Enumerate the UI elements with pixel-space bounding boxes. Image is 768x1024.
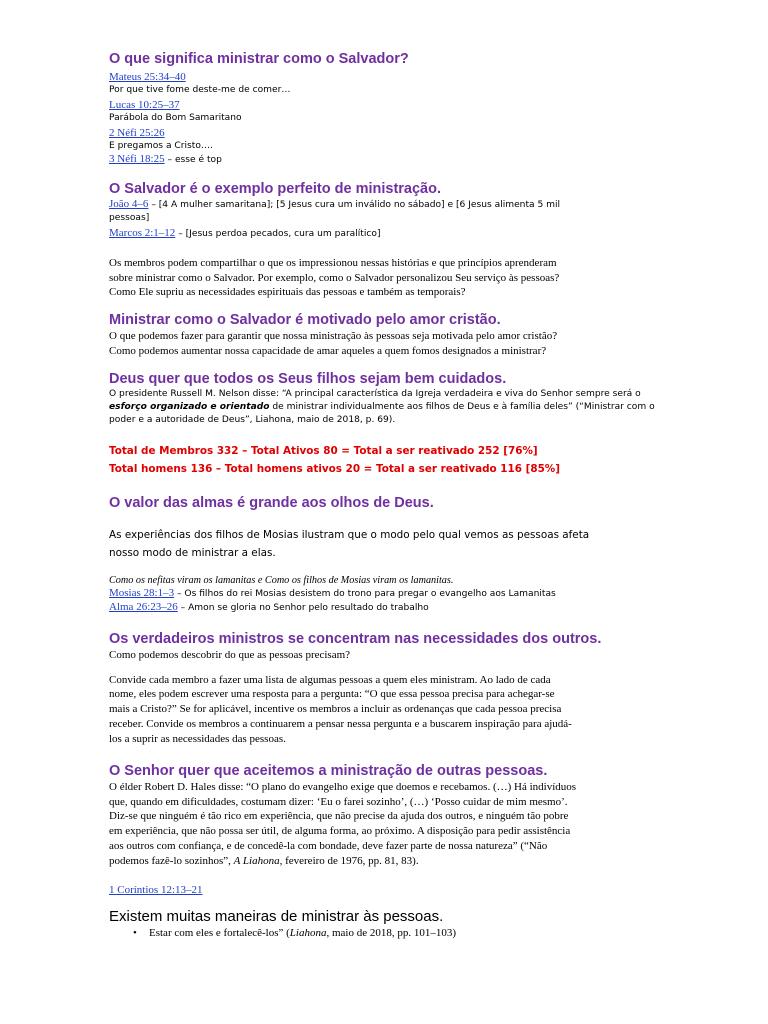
scripture-link-lucas[interactable]: Lucas 10:25–37 [109,99,180,111]
scripture-link-3-nefi[interactable]: 3 Néfi 18:25 [109,153,165,165]
quote-line: fevereiro de 1976, pp. 81, 83). [282,854,419,867]
scripture-note: Por que tive fome deste-me de comer… [109,85,291,95]
quote-line: que, quando em dificuldades, costumam dizer: ‘Eu o farei sozinho’, (…) ‘Posso cuidar de mim mesmo’. [109,795,568,808]
section-valor-almas [109,494,669,615]
paragraph-line: Os membros podem compartilhar o que os impressionou nessas histórias e que princípios aprenderam [109,257,557,269]
section-heading: O Salvador é o exemplo perfeito de ministração. [109,181,441,197]
paragraph-line: Como Ele supriu as necessidades espirituais das pessoas e também as temporais? [109,286,466,299]
quote-line: O élder Robert D. Hales disse: “O plano do evangelho exige que doemos e recebamos. (…) Há indivíduos [109,781,577,793]
quote-line: podemos fazê-lo sozinhos”, [109,854,234,867]
total-homens: Total homens 136 – Total homens ativos 20 = Total a ser reativado 116 [85%] [109,463,560,475]
section-aceitar-ministracao [109,762,669,897]
section-heading: Deus quer que todos os Seus filhos sejam bem cuidados. [109,371,507,387]
section-maneiras-ministrar [109,908,669,941]
scripture-note: – [4 A mulher samaritana]; [5 Jesus cura um inválido no sábado] e [6 Jesus alimenta 5 mil [148,200,561,210]
quote-line: Diz-se que ninguém é tão rico em experiência, que não precise da ajuda dos outros, e ninguém tão pobre [109,810,569,823]
italic-note: Como os nefitas viram os lamanitas e Como os filhos de Mosias viram os lamanitas. [109,575,454,586]
publication-title: A Liahona, [233,854,283,867]
paragraph-line: sobre ministrar como o Salvador. Por exemplo, como o Salvador personalizou Seu serviço às pessoas? [109,271,560,284]
section-heading: O Senhor quer que aceitemos a ministração de outras pessoas. [109,763,548,779]
section-heading: O valor das almas é grande aos olhos de Deus. [109,495,434,511]
totals-block [109,442,669,478]
paragraph-line: los a suprir as necessidades das pessoas. [109,732,286,745]
scripture-link-mosias[interactable]: Mosias 28:1–3 [109,587,175,599]
quote-line: poder e a autoridade de Deus”, Liahona, maio de 2018, p. 69). [109,415,396,425]
section-amor-cristao [109,311,669,358]
paragraph-reflexao [109,256,669,300]
list-item [109,926,669,941]
section-heading: Existem muitas maneiras de ministrar às pessoas. [109,908,444,925]
section-heading: Ministrar como o Salvador é motivado pelo amor cristão. [109,312,501,328]
section-exemplo-perfeito [109,180,669,241]
quote-line: O presidente Russell M. Nelson disse: “A principal característica da Igreja verdadeira e viva do Senhor sempre será o [109,389,641,399]
scripture-note: – Amon se gloria no Senhor pelo resultado do trabalho [177,603,429,613]
list-item-text: , maio de 2018, pp. 101–103) [326,927,457,939]
scripture-note: pessoas] [109,213,150,223]
scripture-link-alma[interactable]: Alma 26:23–26 [109,601,178,613]
scripture-note: Parábola do Bom Samaritano [109,113,242,123]
paragraph-line: As experiências dos filhos de Mosias ilustram que o modo pelo qual vemos as pessoas afeta [109,529,590,541]
paragraph-line: nosso modo de ministrar a elas. [109,547,276,559]
paragraph-line: nome, eles podem escrever uma resposta para a pergunta: “O que essa pessoa precisa para achegar-se [109,688,555,701]
scripture-link-corintios[interactable]: 1 Coríntios 12:13–21 [109,884,203,897]
section-heading: Os verdadeiros ministros se concentram nas necessidades dos outros. [109,631,602,647]
paragraph-line: Como podemos aumentar nossa capacidade de amar aqueles a quem fomos designados a ministrar? [109,344,547,357]
section-necessidades [109,630,669,746]
scripture-note: E pregamos a Cristo…. [109,141,213,151]
scripture-link-marcos[interactable]: Marcos 2:1–12 [109,227,176,239]
scripture-link-joao[interactable]: João 4–6 [109,198,149,210]
paragraph-line: mais a Cristo?” Se for aplicável, incentive os membros a incluir as ordenanças que cada pessoa precisa [109,703,562,716]
section-bem-cuidados [109,370,669,427]
scripture-link-2-nefi[interactable]: 2 Néfi 25:26 [109,127,165,139]
quote-line: aos outros com confiança, e de concedê-la com bondade, deve fazer parte de nossa natureza” (“Não [109,839,548,852]
paragraph-line: O que podemos fazer para garantir que nossa ministração às pessoas seja motivada pelo amor cristão? [109,330,558,342]
scripture-note: – [Jesus perdoa pecados, cura um paralítico] [175,229,381,239]
scripture-note: – Os filhos do rei Mosias desistem do trono para pregar o evangelho aos Lamanitas [174,589,556,599]
section-ministrar-salvador [109,50,669,167]
bullet-list [109,926,669,941]
bullet-icon: • [133,927,137,939]
paragraph-line: receber. Convide os membros a continuarem a pensar nessa pergunta e a buscarem inspiração para ajudá- [109,717,572,730]
total-membros: Total de Membros 332 – Total Ativos 80 = Total a ser reativado 252 [76%] [109,445,538,457]
quote-line: em experiência, que não possa ser útil, de alguma forma, ao próximo. A disposição para pedir assistência [109,825,571,838]
publication-title: Liahona [289,927,327,939]
quote-emphasis: esforço organizado e orientado [109,402,270,412]
quote-line: de ministrar individualmente aos filhos de Deus e à família deles” (“Ministrar com o [269,402,655,412]
scripture-link-mateus[interactable]: Mateus 25:34–40 [109,71,186,83]
scripture-note: – esse é top [164,155,222,165]
list-item-text: Estar com eles e fortalecê-los” ( [149,927,290,939]
question-text: Como podemos descobrir do que as pessoas precisam? [109,649,351,661]
paragraph-line: Convide cada membro a fazer uma lista de algumas pessoas a quem eles ministram. Ao lado de cada [109,673,551,686]
section-heading: O que significa ministrar como o Salvador? [109,51,409,67]
